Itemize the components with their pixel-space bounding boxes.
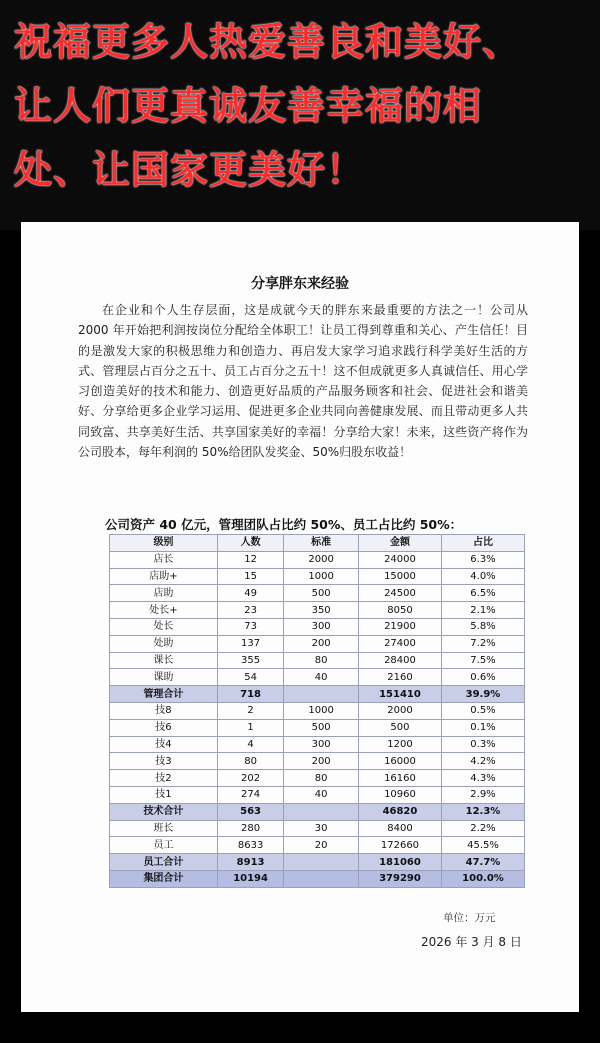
standard-cell: [284, 854, 359, 871]
share-cell: 0.1%: [441, 719, 524, 736]
amount-cell: 181060: [358, 854, 441, 871]
standard-cell: 80: [284, 652, 359, 669]
level-cell: 技8: [110, 702, 218, 719]
unit-note: 单位：万元: [443, 912, 496, 924]
table-body: [110, 551, 525, 887]
standard-cell: 30: [284, 820, 359, 837]
amount-cell: 24000: [358, 551, 441, 568]
share-cell: 45.5%: [441, 837, 524, 854]
amount-cell: 8400: [358, 820, 441, 837]
document-date: 2026 年 3 月 8 日: [421, 935, 522, 949]
standard-cell: 20: [284, 837, 359, 854]
column-header-standard: 标准: [284, 535, 359, 552]
document-page: [21, 222, 579, 1012]
table-header-row: [110, 535, 525, 552]
level-cell: 技1: [110, 786, 218, 803]
amount-cell: 16160: [358, 770, 441, 787]
table-row: [110, 585, 525, 602]
headcount-cell: 80: [217, 753, 283, 770]
level-cell: 课长: [110, 652, 218, 669]
level-cell: 管理合计: [110, 686, 218, 703]
share-cell: 4.3%: [441, 770, 524, 787]
headcount-cell: 12: [217, 551, 283, 568]
share-cell: 7.2%: [441, 635, 524, 652]
standard-cell: 350: [284, 602, 359, 619]
amount-cell: 172660: [358, 837, 441, 854]
amount-cell: 10960: [358, 786, 441, 803]
column-header-amount: 金额: [358, 535, 441, 552]
standard-cell: 2000: [284, 551, 359, 568]
level-cell: 技2: [110, 770, 218, 787]
amount-cell: 500: [358, 719, 441, 736]
amount-cell: 28400: [358, 652, 441, 669]
share-cell: 2.1%: [441, 602, 524, 619]
headline-line-1: 祝福更多人热爱善良和美好、: [14, 20, 522, 64]
asset-summary: 公司资产 40 亿元，管理团队占比约 50%、员工占比约 50%：: [105, 517, 463, 532]
standard-cell: 300: [284, 736, 359, 753]
share-cell: 4.0%: [441, 568, 524, 585]
document-paragraph: 在企业和个人生存层面，这是成就今天的胖东来最重要的方法之一！公司从 2000 年开始把利润按岗位分配给全体职工！让员工得到尊重和关心、产生信任！目的是激发大家的积极思维力和创造力、再启发大家学习追求践行科学美好生活的方式、管理层占百分之五十、员工占百分之五十！这不但成就更多人真诚信任、用心学习创造美好的技术和能力、创造更好品质的产品服务顾客和社会、促进社会和谐美好、分享给更多企业学习运用、促进更多企业共同向善健康发展、而且带动更多人共同致富、共享美好生活、共享国家美好的幸福！分享给大家！未来，这些资产将作为公司股本，每年利润的 50%给团队发奖金、50%归股东收益！: [78, 303, 528, 460]
headline-line-3: 处、让国家更美好！: [14, 148, 366, 192]
table-row: [110, 753, 525, 770]
table-row: [110, 719, 525, 736]
headcount-cell: 73: [217, 618, 283, 635]
standard-cell: 300: [284, 618, 359, 635]
column-header-headcount: 人数: [217, 535, 283, 552]
standard-cell: [284, 686, 359, 703]
share-cell: 0.6%: [441, 669, 524, 686]
table-row: [110, 820, 525, 837]
standard-cell: 40: [284, 786, 359, 803]
amount-cell: 8050: [358, 602, 441, 619]
headcount-cell: 4: [217, 736, 283, 753]
standard-cell: 200: [284, 635, 359, 652]
share-cell: 7.5%: [441, 652, 524, 669]
headcount-cell: 1: [217, 719, 283, 736]
amount-cell: 16000: [358, 753, 441, 770]
standard-cell: 500: [284, 585, 359, 602]
standard-cell: [284, 803, 359, 820]
headcount-cell: 274: [217, 786, 283, 803]
table-row: [110, 770, 525, 787]
table-row: [110, 602, 525, 619]
share-cell: 4.2%: [441, 753, 524, 770]
headcount-cell: 49: [217, 585, 283, 602]
standard-cell: 40: [284, 669, 359, 686]
subtotal-row: [110, 854, 525, 871]
amount-cell: 27400: [358, 635, 441, 652]
share-cell: 100.0%: [441, 870, 524, 887]
profit-share-table: [109, 534, 525, 888]
share-cell: 47.7%: [441, 854, 524, 871]
table-row: [110, 568, 525, 585]
document-title: 分享胖东来经验: [251, 276, 349, 292]
level-cell: 课助: [110, 669, 218, 686]
table-row: [110, 702, 525, 719]
subtotal-row: [110, 803, 525, 820]
level-cell: 员工合计: [110, 854, 218, 871]
level-cell: 店助+: [110, 568, 218, 585]
column-header-level: 级别: [110, 535, 218, 552]
table-row: [110, 618, 525, 635]
table-row: [110, 652, 525, 669]
headcount-cell: 280: [217, 820, 283, 837]
headcount-cell: 8633: [217, 837, 283, 854]
headcount-cell: 54: [217, 669, 283, 686]
level-cell: 处长+: [110, 602, 218, 619]
headcount-cell: 10194: [217, 870, 283, 887]
amount-cell: 15000: [358, 568, 441, 585]
headcount-cell: 23: [217, 602, 283, 619]
standard-cell: 1000: [284, 702, 359, 719]
share-cell: 6.3%: [441, 551, 524, 568]
grand-total-row: [110, 870, 525, 887]
amount-cell: 2160: [358, 669, 441, 686]
table-row: [110, 837, 525, 854]
column-header-share: 占比: [441, 535, 524, 552]
level-cell: 店长: [110, 551, 218, 568]
share-cell: 2.9%: [441, 786, 524, 803]
share-cell: 0.5%: [441, 702, 524, 719]
level-cell: 店助: [110, 585, 218, 602]
amount-cell: 151410: [358, 686, 441, 703]
table-row: [110, 635, 525, 652]
level-cell: 员工: [110, 837, 218, 854]
level-cell: 班长: [110, 820, 218, 837]
headcount-cell: 355: [217, 652, 283, 669]
table-row: [110, 736, 525, 753]
level-cell: 集团合计: [110, 870, 218, 887]
level-cell: 处助: [110, 635, 218, 652]
standard-cell: 1000: [284, 568, 359, 585]
standard-cell: 80: [284, 770, 359, 787]
level-cell: 技4: [110, 736, 218, 753]
standard-cell: 200: [284, 753, 359, 770]
headline-banner: [0, 0, 600, 230]
amount-cell: 379290: [358, 870, 441, 887]
headcount-cell: 718: [217, 686, 283, 703]
amount-cell: 2000: [358, 702, 441, 719]
table-row: [110, 786, 525, 803]
amount-cell: 21900: [358, 618, 441, 635]
level-cell: 技3: [110, 753, 218, 770]
headcount-cell: 202: [217, 770, 283, 787]
level-cell: 技6: [110, 719, 218, 736]
headcount-cell: 15: [217, 568, 283, 585]
share-cell: 12.3%: [441, 803, 524, 820]
subtotal-row: [110, 686, 525, 703]
share-cell: 39.9%: [441, 686, 524, 703]
share-cell: 6.5%: [441, 585, 524, 602]
share-cell: 0.3%: [441, 736, 524, 753]
headline-line-2: 让人们更真诚友善幸福的相: [14, 84, 483, 128]
table-row: [110, 669, 525, 686]
amount-cell: 24500: [358, 585, 441, 602]
share-cell: 2.2%: [441, 820, 524, 837]
standard-cell: 500: [284, 719, 359, 736]
level-cell: 处长: [110, 618, 218, 635]
share-cell: 5.8%: [441, 618, 524, 635]
table-row: [110, 551, 525, 568]
headcount-cell: 8913: [217, 854, 283, 871]
level-cell: 技术合计: [110, 803, 218, 820]
headcount-cell: 563: [217, 803, 283, 820]
headcount-cell: 2: [217, 702, 283, 719]
standard-cell: [284, 870, 359, 887]
amount-cell: 46820: [358, 803, 441, 820]
headcount-cell: 137: [217, 635, 283, 652]
amount-cell: 1200: [358, 736, 441, 753]
